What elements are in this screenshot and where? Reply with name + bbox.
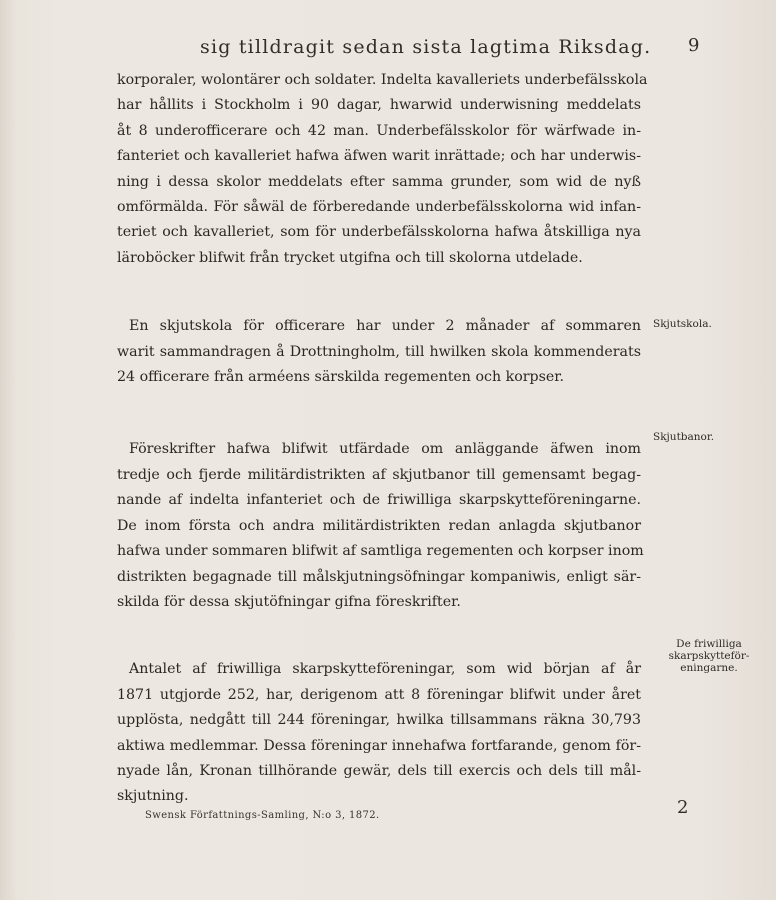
text-line: aktiwa medlemmar. Dessa föreningar innehafwa fortfarande, genom för-: [117, 737, 641, 754]
margin-note-friwilliga-skarpskytteforeningarne: [650, 638, 768, 674]
text-line: nande af indelta infanteriet och de friwilliga skarpskytteföreningarne.: [117, 492, 641, 509]
text-line: ning i dessa skolor meddelats efter samma grunder, som wid de nyß: [117, 173, 641, 190]
text-line: skilda för dessa skjutöfningar gifna föreskrifter.: [117, 593, 461, 610]
text-line: Antalet af friwilliga skarpskytteföreningar, som wid början af år: [129, 661, 641, 678]
text-line: upplösta, nedgått till 244 föreningar, hwilka tillsammans räkna 30,793: [117, 712, 641, 729]
running-head: sig tilldragit sedan sista lagtima Riksdag.: [200, 36, 652, 58]
paragraph-skjutbanor: [117, 437, 644, 615]
text-line: teriet och kavalleriet, som för underbefälsskolorna hafwa åtskilliga nya: [117, 224, 641, 241]
signature-mark: 2: [677, 797, 689, 818]
margin-note-skjutbanor: Skjutbanor.: [653, 431, 715, 443]
text-line: korporaler, wolontärer och soldater. Indelta kavalleriets underbefälsskola: [117, 72, 648, 88]
margin-note-line: eningarne.: [680, 662, 738, 674]
paragraph-skjutskola: [117, 314, 641, 390]
margin-note-line: skarpskytteför-: [668, 650, 750, 662]
text-line: distrikten begagnade till målskjutningsöfningar kompaniwis, enligt sär-: [117, 568, 641, 585]
text-line: läroböcker blifwit från trycket utgifna och till skolorna utdelade.: [117, 249, 583, 266]
text-line: hafwa under sommaren blifwit af samtliga regementen och korpser inom: [117, 543, 644, 560]
text-line: En skjutskola för officerare har under 2 månader af sommaren: [129, 318, 641, 335]
text-line: har hållits i Stockholm i 90 dagar, hwarwid underwisning meddelats: [117, 97, 641, 114]
text-line: Föreskrifter hafwa blifwit utfärdade om anläggande äfwen inom: [129, 441, 641, 458]
paragraph-underbefalsskolor: [117, 68, 648, 271]
text-line: omförmälda. För såwäl de förberedande underbefälsskolorna wid infan-: [117, 199, 641, 216]
text-line: 24 officerare från arméens särskilda regementen och korpser.: [117, 369, 565, 386]
paragraph-skarpskytteforeningar: [117, 657, 641, 809]
text-line: 1871 utgjorde 252, har, derigenom att 8 föreningar blifwit under året: [117, 686, 641, 703]
margin-note-line: De friwilliga: [676, 638, 742, 650]
text-line: skjutning.: [117, 788, 189, 805]
text-line: De inom första och andra militärdistrikten redan anlagda skjutbanor: [117, 517, 641, 534]
body-text: [117, 68, 648, 810]
text-line: fanteriet och kavalleriet hafwa äfwen warit inrättade; och har underwis-: [117, 148, 641, 165]
text-line: åt 8 underofficerare och 42 man. Underbefälsskolor för wärfwade in-: [117, 122, 641, 139]
text-line: tredje och fjerde militärdistrikten af skjutbanor till gemensamt begag-: [117, 466, 641, 483]
text-line: nyade lån, Kronan tillhörande gewär, dels till exercis och dels till mål-: [117, 762, 641, 779]
footer-publication: Swensk Författnings-Samling, N:o 3, 1872.: [145, 810, 380, 821]
page-number: 9: [688, 35, 700, 56]
margin-note-skjutskola: Skjutskola.: [653, 318, 712, 330]
text-line: warit sammandragen å Drottningholm, till hwilken skola kommenderats: [117, 343, 641, 360]
